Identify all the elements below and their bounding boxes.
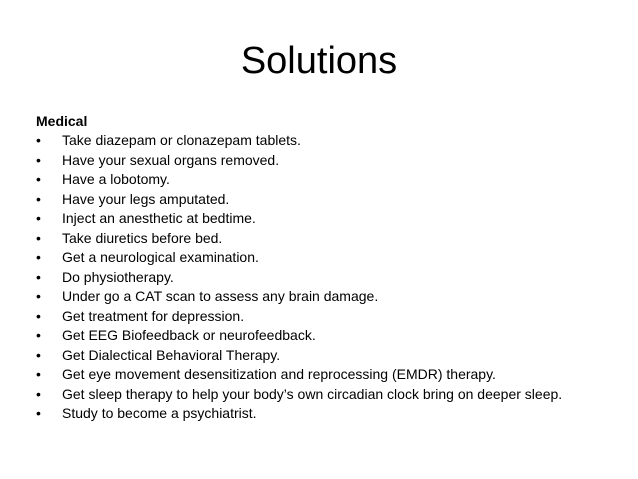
bullet-icon: • (36, 132, 41, 148)
bullet-icon: • (36, 229, 41, 246)
bullet-icon: • (36, 307, 41, 324)
bullet-icon: • (36, 151, 41, 168)
bullet-icon: • (36, 210, 41, 226)
list-item-text: Study to become a psychiatrist. (62, 405, 257, 421)
list-item (36, 170, 626, 190)
slide-title: Solutions (240, 40, 398, 82)
list-item (36, 307, 626, 327)
list-item-text: Get treatment for depression. (62, 307, 245, 324)
list-item-text: Have your legs amputated. (62, 190, 230, 207)
list-item-text: Under go a CAT scan to assess any brain damage. (62, 288, 379, 304)
list-item (36, 287, 626, 307)
bullet-icon: • (36, 171, 41, 187)
list-item (36, 190, 626, 210)
list-item (36, 346, 626, 366)
list-item (36, 365, 626, 385)
list-item-text: Take diazepam or clonazepam tablets. (62, 132, 301, 148)
list-item-text: Get Dialectical Behavioral Therapy. (62, 346, 281, 363)
list-item (36, 326, 626, 346)
bullet-icon: • (36, 405, 41, 421)
list-item-text: Do physiotherapy. (62, 268, 174, 285)
bullet-icon: • (36, 288, 41, 304)
list-item (36, 209, 626, 229)
list-item-text: Inject an anesthetic at bedtime. (62, 210, 256, 226)
list-item (36, 131, 626, 151)
bullet-icon: • (36, 268, 41, 285)
section-heading: Medical (36, 113, 88, 129)
bullet-icon: • (36, 366, 41, 382)
bullet-icon: • (36, 346, 41, 363)
list-item-text: Have your sexual organs removed. (62, 151, 280, 168)
bullet-icon: • (36, 385, 41, 402)
list-item-text: Get sleep therapy to help your body’s own circadian clock bring on deeper sleep. (62, 385, 563, 402)
solutions-list (36, 131, 626, 424)
slide-content (36, 111, 626, 424)
list-item-text: Get eye movement desensitization and reprocessing (EMDR) therapy. (62, 366, 496, 382)
list-item-text: Take diuretics before bed. (62, 229, 223, 246)
list-item (36, 385, 626, 405)
bullet-icon: • (36, 190, 41, 207)
list-item (36, 151, 626, 171)
list-item (36, 404, 626, 424)
list-item-text: Get a neurological examination. (62, 249, 259, 265)
list-item-text: Have a lobotomy. (62, 171, 170, 187)
list-item (36, 268, 626, 288)
list-item (36, 248, 626, 268)
list-item (36, 229, 626, 249)
bullet-icon: • (36, 249, 41, 265)
bullet-icon: • (36, 327, 41, 343)
list-item-text: Get EEG Biofeedback or neurofeedback. (62, 327, 316, 343)
